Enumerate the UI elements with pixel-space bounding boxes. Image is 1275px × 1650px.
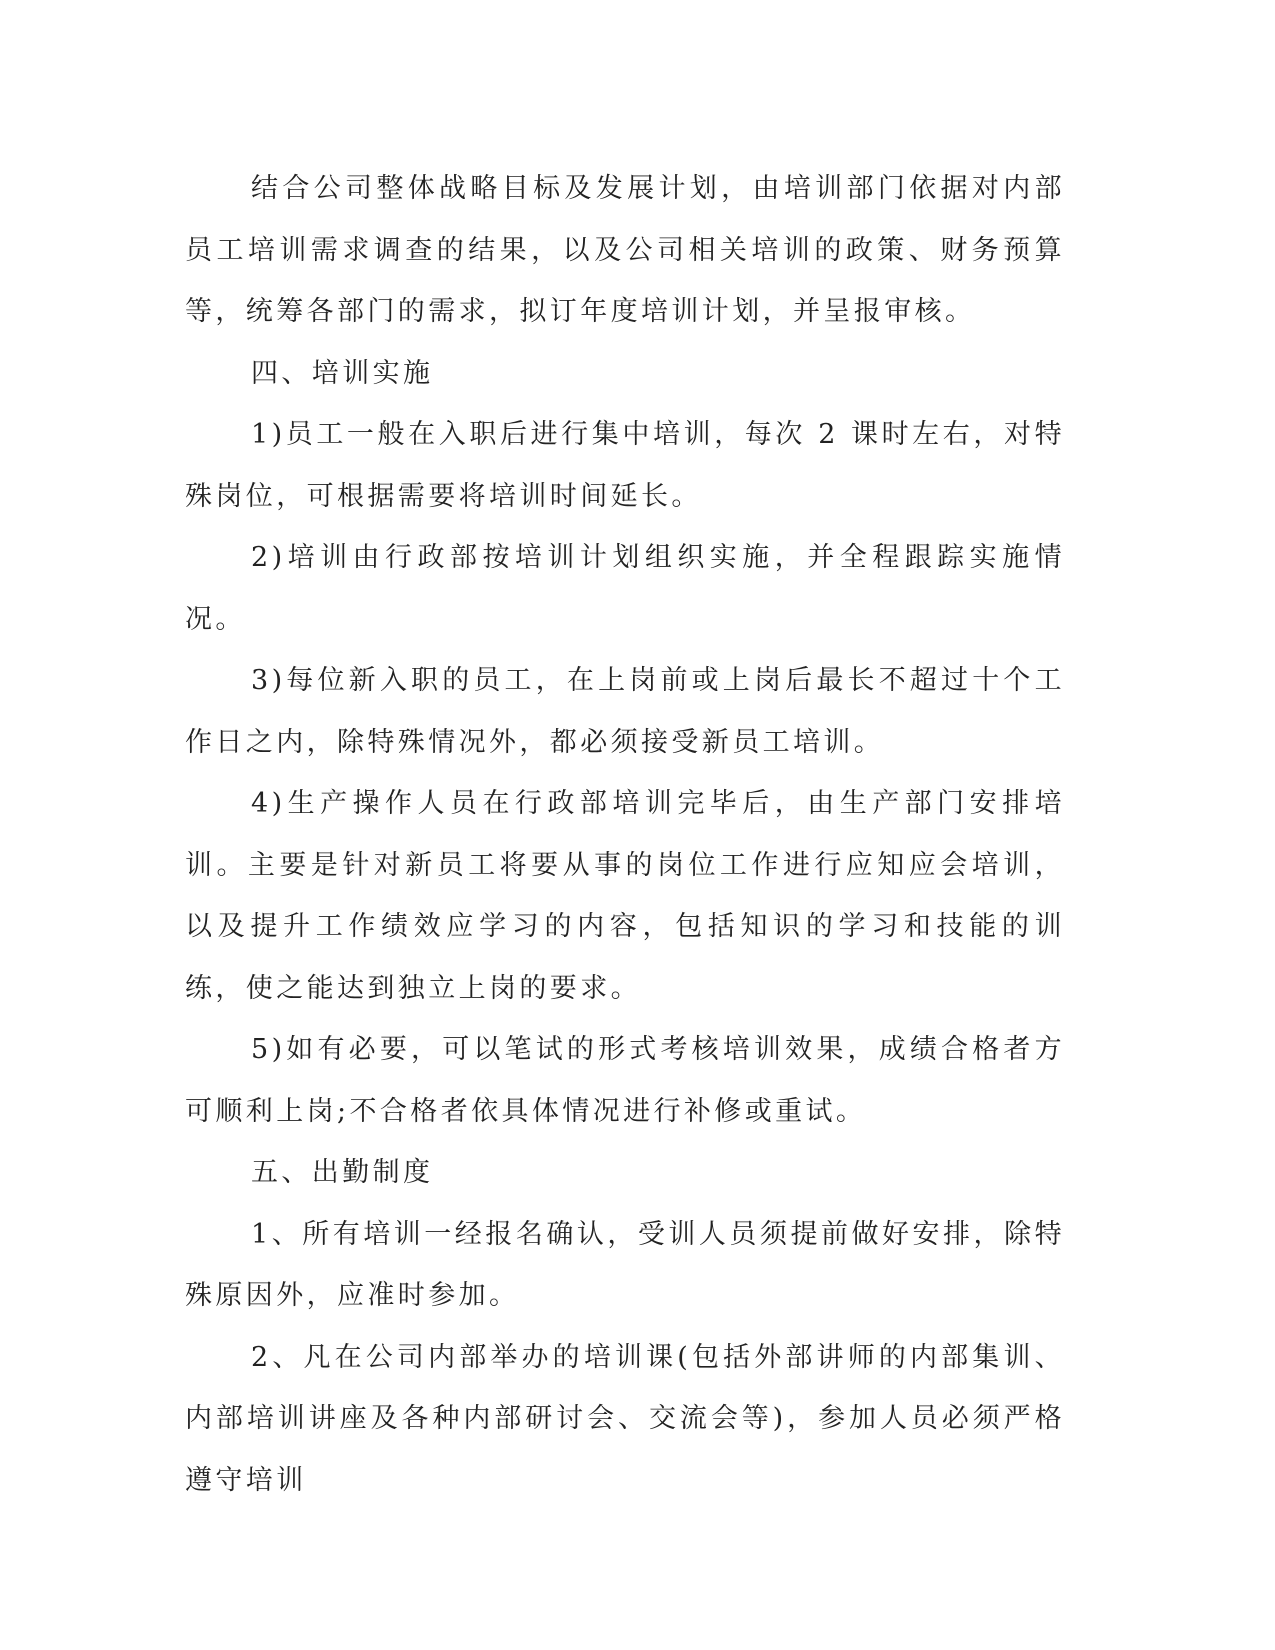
paragraph-training-plan: 结合公司整体战略目标及发展计划，由培训部门依据对内部员工培训需求调查的结果，以及公司相关培训的政策、财务预算等，统筹各部门的需求，拟订年度培训计划，并呈报审核。 [185, 173, 1065, 327]
section-heading-attendance: 五、出勤制度 [251, 1157, 434, 1188]
paragraph-item-2: 2)培训由行政部按培训计划组织实施，并全程跟踪实施情况。 [185, 542, 1065, 635]
paragraph-item-3: 3)每位新入职的员工，在上岗前或上岗后最长不超过十个工作日之内，除特殊情况外，都必须接受新员工培训。 [185, 665, 1065, 758]
document-body [185, 158, 1065, 1511]
paragraph-item-5: 5)如有必要，可以笔试的形式考核培训效果，成绩合格者方可顺利上岗;不合格者依具体情况进行补修或重试。 [185, 1034, 1065, 1127]
paragraph-item-1: 1)员工一般在入职后进行集中培训，每次 2 课时左右，对特殊岗位，可根据需要将培训时间延长。 [185, 419, 1065, 512]
paragraph-item-4: 4)生产操作人员在行政部培训完毕后，由生产部门安排培训。主要是针对新员工将要从事的岗位工作进行应知应会培训，以及提升工作绩效应学习的内容，包括知识的学习和技能的训练，使之能达到独立上岗的要求。 [185, 788, 1065, 1004]
paragraph-attendance-2: 2、凡在公司内部举办的培训课(包括外部讲师的内部集训、内部培训讲座及各种内部研讨会、交流会等)，参加人员必须严格遵守培训 [185, 1341, 1065, 1496]
section-heading-training-implementation: 四、培训实施 [251, 357, 434, 389]
paragraph-attendance-1: 1、所有培训一经报名确认，受训人员须提前做好安排，除特殊原因外，应准时参加。 [185, 1218, 1065, 1311]
